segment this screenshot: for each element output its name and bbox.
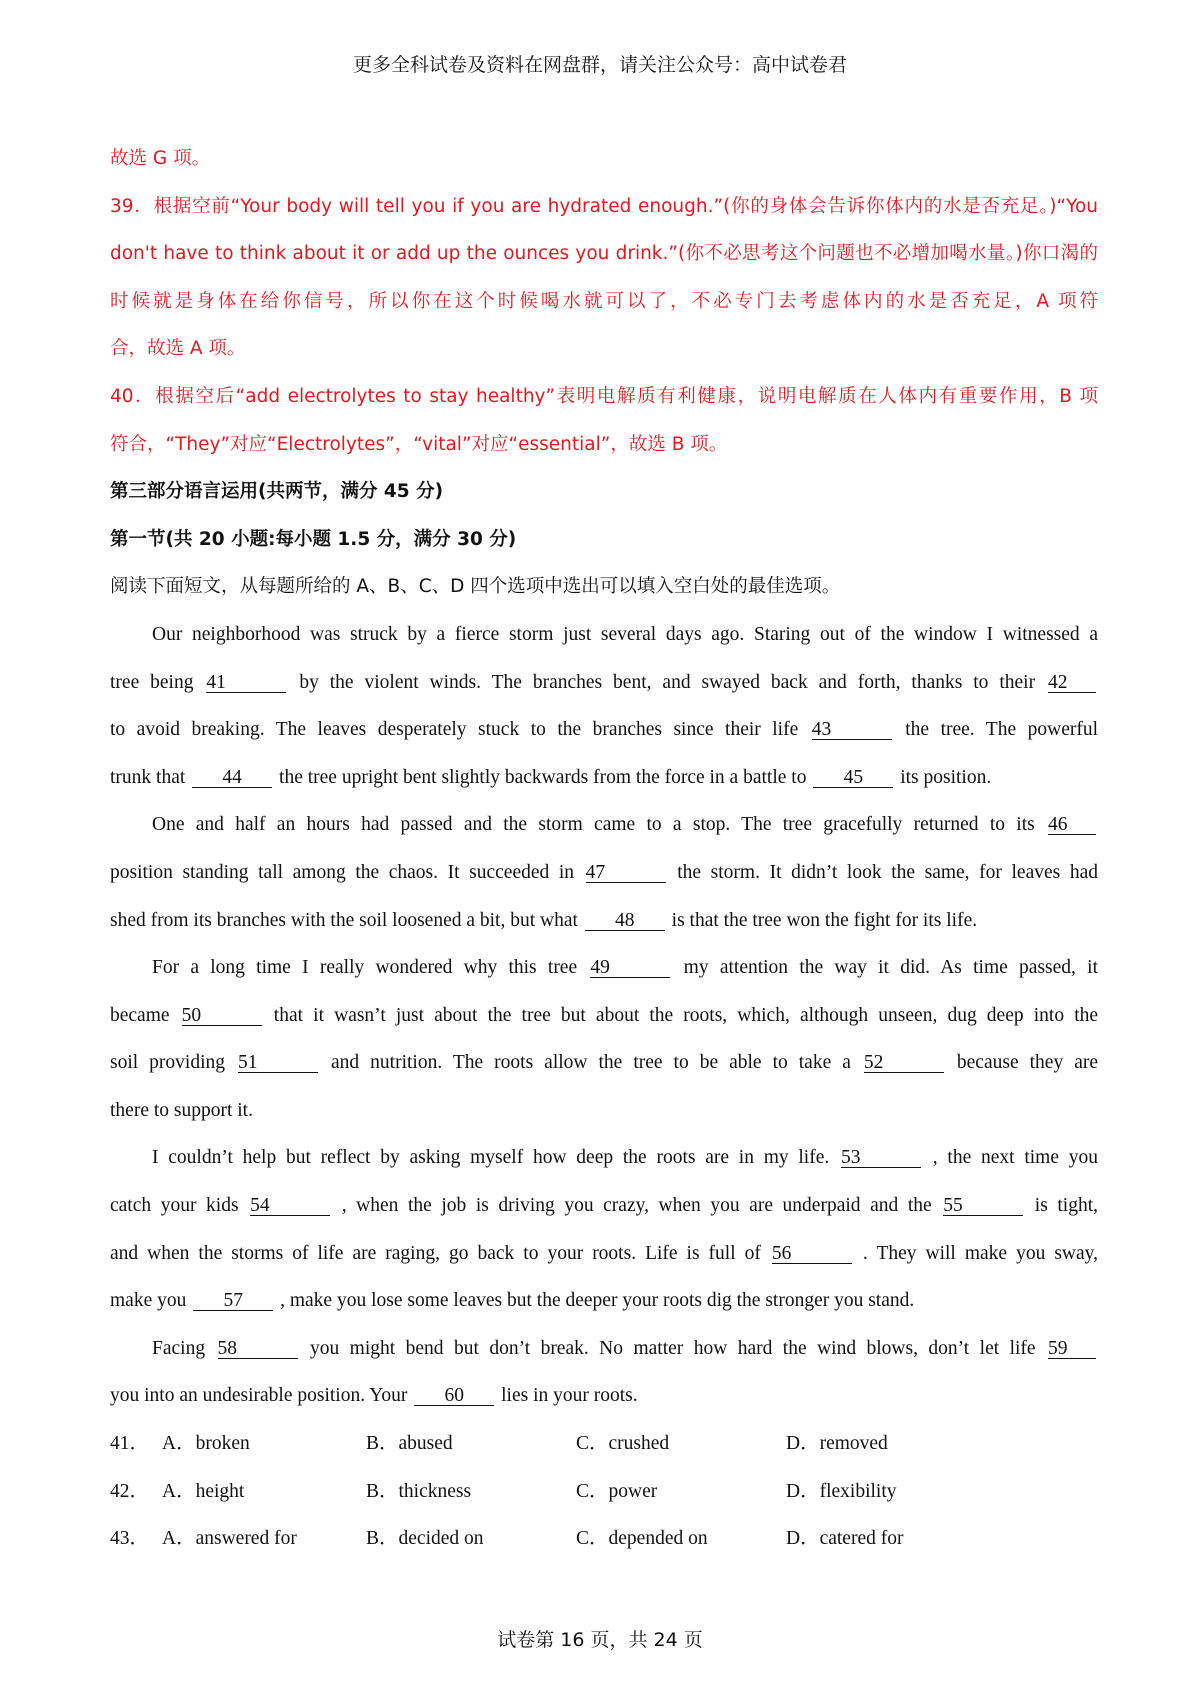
passage-line: trunk that 44 the tree upright bent slightly backwards from the force in a battle to 45 its position. — [110, 766, 992, 788]
passage-line: became 50 that it wasn’t just about the tree but about the roots, which, although unseen, dug deep into the — [110, 1004, 1099, 1026]
subsection-title: 第一节(共 20 小题:每小题 1.5 分，满分 30 分) — [110, 528, 517, 550]
blank-43: 43 — [812, 721, 892, 740]
answer-line: 时候就是身体在给你信号，所以你在这个时候喝水就可以了，不必专门去考虑体内的水是否充足，A 项符 — [110, 290, 1098, 312]
option-d: D．flexibility — [786, 1480, 897, 1502]
blank-51: 51 — [238, 1054, 318, 1073]
option-c: C．power — [576, 1480, 658, 1502]
blank-48: 48 — [585, 912, 665, 931]
blank-44: 44 — [192, 769, 272, 788]
page-footer: 试卷第 16 页，共 24 页 — [497, 1629, 703, 1651]
passage-line: and when the storms of life are raging, go back to your roots. Life is full of 56 . They will make you sway, — [110, 1242, 1099, 1264]
blank-49: 49 — [590, 959, 670, 978]
passage-line: I couldn’t help but reflect by asking myself how deep the roots are in my life. 53 , the next time you — [152, 1147, 1098, 1169]
blank-56: 56 — [772, 1245, 852, 1264]
blank-42: 42 — [1048, 674, 1096, 693]
cloze-passage — [110, 623, 1098, 1432]
passage-line: For a long time I really wondered why this tree 49 my attention the way it did. As time passed, it — [152, 957, 1099, 979]
passage-line: you into an undesirable position. Your 60 lies in your roots. — [110, 1385, 638, 1407]
blank-52: 52 — [864, 1054, 944, 1073]
passage-line: tree being 41 by the violent winds. The branches bent, and swayed back and forth, thanks to their 42 — [110, 671, 1098, 719]
blank-57: 57 — [193, 1292, 273, 1311]
blank-50: 50 — [182, 1007, 262, 1026]
passage-line: shed from its branches with the soil loosened a bit, but what 48 is that the tree won the fight for its life. — [110, 909, 978, 931]
passage-line: Facing 58 you might bend but don’t break. No matter how hard the wind blows, don’t let life 59 — [110, 1337, 1098, 1385]
option-b: B．thickness — [366, 1480, 472, 1502]
instructions: 阅读下面短文，从每题所给的 A、B、C、D 四个选项中选出可以填入空白处的最佳选项。 — [110, 576, 841, 598]
option-a: A．broken — [162, 1433, 250, 1455]
question-options-42 — [110, 1480, 1098, 1528]
blank-55: 55 — [943, 1197, 1023, 1216]
answer-explanations — [110, 147, 1098, 480]
blank-60: 60 — [414, 1387, 494, 1406]
option-b: B．abused — [366, 1433, 453, 1455]
answer-line: 40．根据空后“add electrolytes to stay healthy”表明电解质有利健康，说明电解质在人体内有重要作用，B 项 — [110, 385, 1098, 407]
passage-line: catch your kids 54 , when the job is driving you crazy, when you are underpaid and the 55 is tight, — [110, 1195, 1099, 1217]
option-c: C．depended on — [576, 1528, 708, 1550]
passage-line: Our neighborhood was struck by a fierce storm just several days ago. Staring out of the window I witnessed a — [152, 623, 1098, 645]
option-c: C．crushed — [576, 1433, 670, 1455]
passage-line: there to support it. — [110, 1099, 253, 1121]
blank-46: 46 — [1048, 816, 1096, 835]
question-number: 41． — [110, 1433, 150, 1455]
option-b: B．decided on — [366, 1528, 484, 1550]
passage-line: make you 57 , make you lose some leaves but the deeper your roots dig the stronger you stand. — [110, 1290, 915, 1312]
option-d: D．catered for — [786, 1528, 904, 1550]
answer-line: 符合，“They”对应“Electrolytes”，“vital”对应“essential”，故选 B 项。 — [110, 433, 728, 455]
section-title: 第三部分语言运用(共两节，满分 45 分) — [110, 481, 444, 503]
passage-line: soil providing 51 and nutrition. The roots allow the tree to be able to take a 52 because they are — [110, 1052, 1098, 1074]
blank-41: 41 — [206, 674, 286, 693]
option-a: A．height — [162, 1480, 245, 1502]
blank-54: 54 — [250, 1197, 330, 1216]
blank-45: 45 — [813, 769, 893, 788]
answer-line: 合，故选 A 项。 — [110, 338, 246, 360]
question-options-43 — [110, 1527, 1098, 1575]
page-header: 更多全科试卷及资料在网盘群，请关注公众号：高中试卷君 — [352, 54, 847, 76]
options-list — [110, 1432, 1098, 1575]
document-body — [110, 147, 1098, 1575]
question-options-41 — [110, 1432, 1098, 1480]
answer-line: 39．根据空前“Your body will tell you if you are hydrated enough.”(你的身体会告诉你体内的水是否充足。)“You — [110, 195, 1098, 217]
answer-line: don't have to think about it or add up the ounces you drink.”(你不必思考这个问题也不必增加喝水量。)你口渴的 — [110, 243, 1098, 265]
blank-58: 58 — [218, 1340, 298, 1359]
answer-line: 故选 G 项。 — [110, 148, 211, 169]
blank-59: 59 — [1048, 1340, 1096, 1359]
question-number: 42． — [110, 1480, 150, 1502]
option-a: A．answered for — [162, 1528, 297, 1550]
option-d: D．removed — [786, 1433, 888, 1455]
passage-line: One and half an hours had passed and the storm came to a stop. The tree gracefully returned to its 46 — [110, 813, 1098, 861]
blank-53: 53 — [841, 1149, 921, 1168]
passage-line: to avoid breaking. The leaves desperately stuck to the branches since their life 43 the tree. The powerful — [110, 719, 1099, 741]
blank-47: 47 — [586, 864, 666, 883]
question-number: 43． — [110, 1528, 150, 1550]
passage-line: position standing tall among the chaos. It succeeded in 47 the storm. It didn’t look the same, for leaves had — [110, 861, 1098, 883]
